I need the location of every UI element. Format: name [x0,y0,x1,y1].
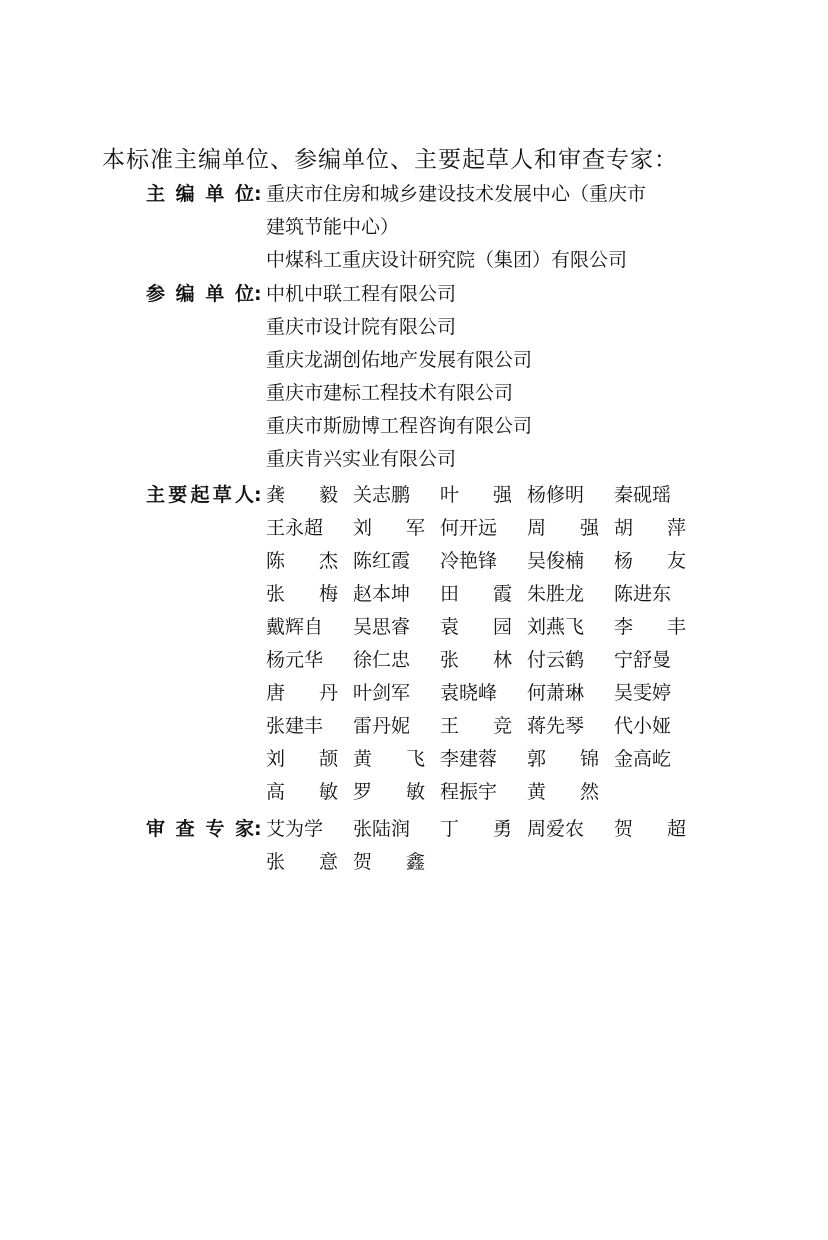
name-row [266,677,716,710]
person-name: 刘 颉 [266,748,338,770]
label-char: 审 [146,818,166,840]
person-name: 叶剑军 [353,682,411,704]
person-name: 周 强 [527,517,599,539]
section-label [146,178,254,211]
org-line: 重庆龙湖创佑地产发展有限公司 [266,349,533,371]
section-label [146,479,254,512]
org-line: 重庆市建标工程技术有限公司 [266,382,514,404]
label-char: 草 [212,484,232,506]
label-char: 专 [205,818,225,840]
name-row [266,846,716,879]
person-name: 陈红霞 [353,550,411,572]
person-name: 杨修明 [527,484,585,506]
label-char: 参 [146,283,166,305]
org-line: 重庆市住房和城乡建设技术发展中心（重庆市 [266,183,647,205]
person-name: 冷艳锋 [440,550,498,572]
person-name: 黄 飞 [353,748,425,770]
person-name: 程振宇 [440,781,498,803]
person-name: 戴辉自 [266,616,324,638]
label-char: 人 [234,484,254,506]
person-name: 秦砚瑶 [614,484,672,506]
person-name: 李 丰 [614,616,686,638]
page-heading: 本标准主编单位、参编单位、主要起草人和审查专家： [102,147,678,173]
person-name: 唐 丹 [266,682,338,704]
section-colon: : [254,283,262,305]
org-line: 中煤科工重庆设计研究院（集团）有限公司 [266,249,628,271]
person-name: 付云鹤 [527,649,585,671]
person-name: 刘燕飞 [527,616,585,638]
section-colon: : [254,818,262,840]
person-name: 袁晓峰 [440,682,498,704]
person-name: 吴思睿 [353,616,411,638]
label-char: 位 [234,183,254,205]
name-row [266,611,716,644]
name-row [266,776,716,809]
person-name: 张建丰 [266,715,324,737]
label-char: 单 [205,183,225,205]
person-name: 丁 勇 [440,818,512,840]
person-name: 胡 萍 [614,517,686,539]
person-name: 杨 友 [614,550,686,572]
person-name: 周爱农 [527,818,585,840]
person-name: 吴俊楠 [527,550,585,572]
section-label [146,813,254,846]
name-row [266,710,716,743]
person-name: 罗 敏 [353,781,425,803]
section-colon: : [254,183,262,205]
label-char: 主 [146,484,166,506]
person-name: 李建蓉 [440,748,498,770]
person-name: 袁 园 [440,616,512,638]
org-line: 中机中联工程有限公司 [266,283,457,305]
org-line: 重庆市斯励博工程咨询有限公司 [266,415,533,437]
person-name: 何萧琳 [527,682,585,704]
person-name: 刘 军 [353,517,425,539]
person-name: 杨元华 [266,649,324,671]
person-name: 陈进东 [614,583,672,605]
person-name: 代小娅 [614,715,672,737]
section-colon: : [254,484,262,506]
person-name: 陈 杰 [266,550,338,572]
person-name: 赵本坤 [353,583,411,605]
org-list [266,178,716,277]
person-name: 贺 超 [614,818,686,840]
label-char: 位 [234,283,254,305]
name-row [266,512,716,545]
expert-names [266,813,716,879]
label-char: 家 [234,818,254,840]
person-name: 金高屹 [614,748,672,770]
person-name: 何开远 [440,517,498,539]
name-row [266,644,716,677]
person-name: 朱胜龙 [527,583,585,605]
person-name: 徐仁忠 [353,649,411,671]
section-label [146,278,254,311]
person-name: 田 霞 [440,583,512,605]
person-name: 王永超 [266,517,324,539]
person-name: 雷丹妮 [353,715,411,737]
drafter-names [266,479,716,809]
org-list [266,278,716,476]
label-char: 起 [190,484,210,506]
label-char: 编 [175,283,195,305]
name-row [266,813,716,846]
person-name: 张陆润 [353,818,411,840]
person-name: 张 林 [440,649,512,671]
person-name: 关志鹏 [353,484,411,506]
label-char: 主 [146,183,166,205]
person-name: 吴雯婷 [614,682,672,704]
person-name: 艾为学 [266,818,324,840]
person-name: 王 竞 [440,715,512,737]
person-name: 龚 毅 [266,484,338,506]
person-name: 叶 强 [440,484,512,506]
name-row [266,743,716,776]
label-char: 要 [168,484,188,506]
org-line: 重庆市设计院有限公司 [266,316,457,338]
person-name: 张 意 [266,851,338,873]
label-char: 编 [175,183,195,205]
person-name: 宁舒曼 [614,649,672,671]
name-row [266,578,716,611]
org-line: 建筑节能中心） [266,216,400,238]
person-name: 张 梅 [266,583,338,605]
person-name: 郭 锦 [527,748,599,770]
person-name: 高 敏 [266,781,338,803]
label-char: 查 [175,818,195,840]
name-row [266,545,716,578]
person-name: 黄 然 [527,781,599,803]
name-row [266,479,716,512]
person-name: 贺 鑫 [353,851,425,873]
org-line: 重庆肯兴实业有限公司 [266,448,457,470]
person-name: 蒋先琴 [527,715,585,737]
label-char: 单 [205,283,225,305]
